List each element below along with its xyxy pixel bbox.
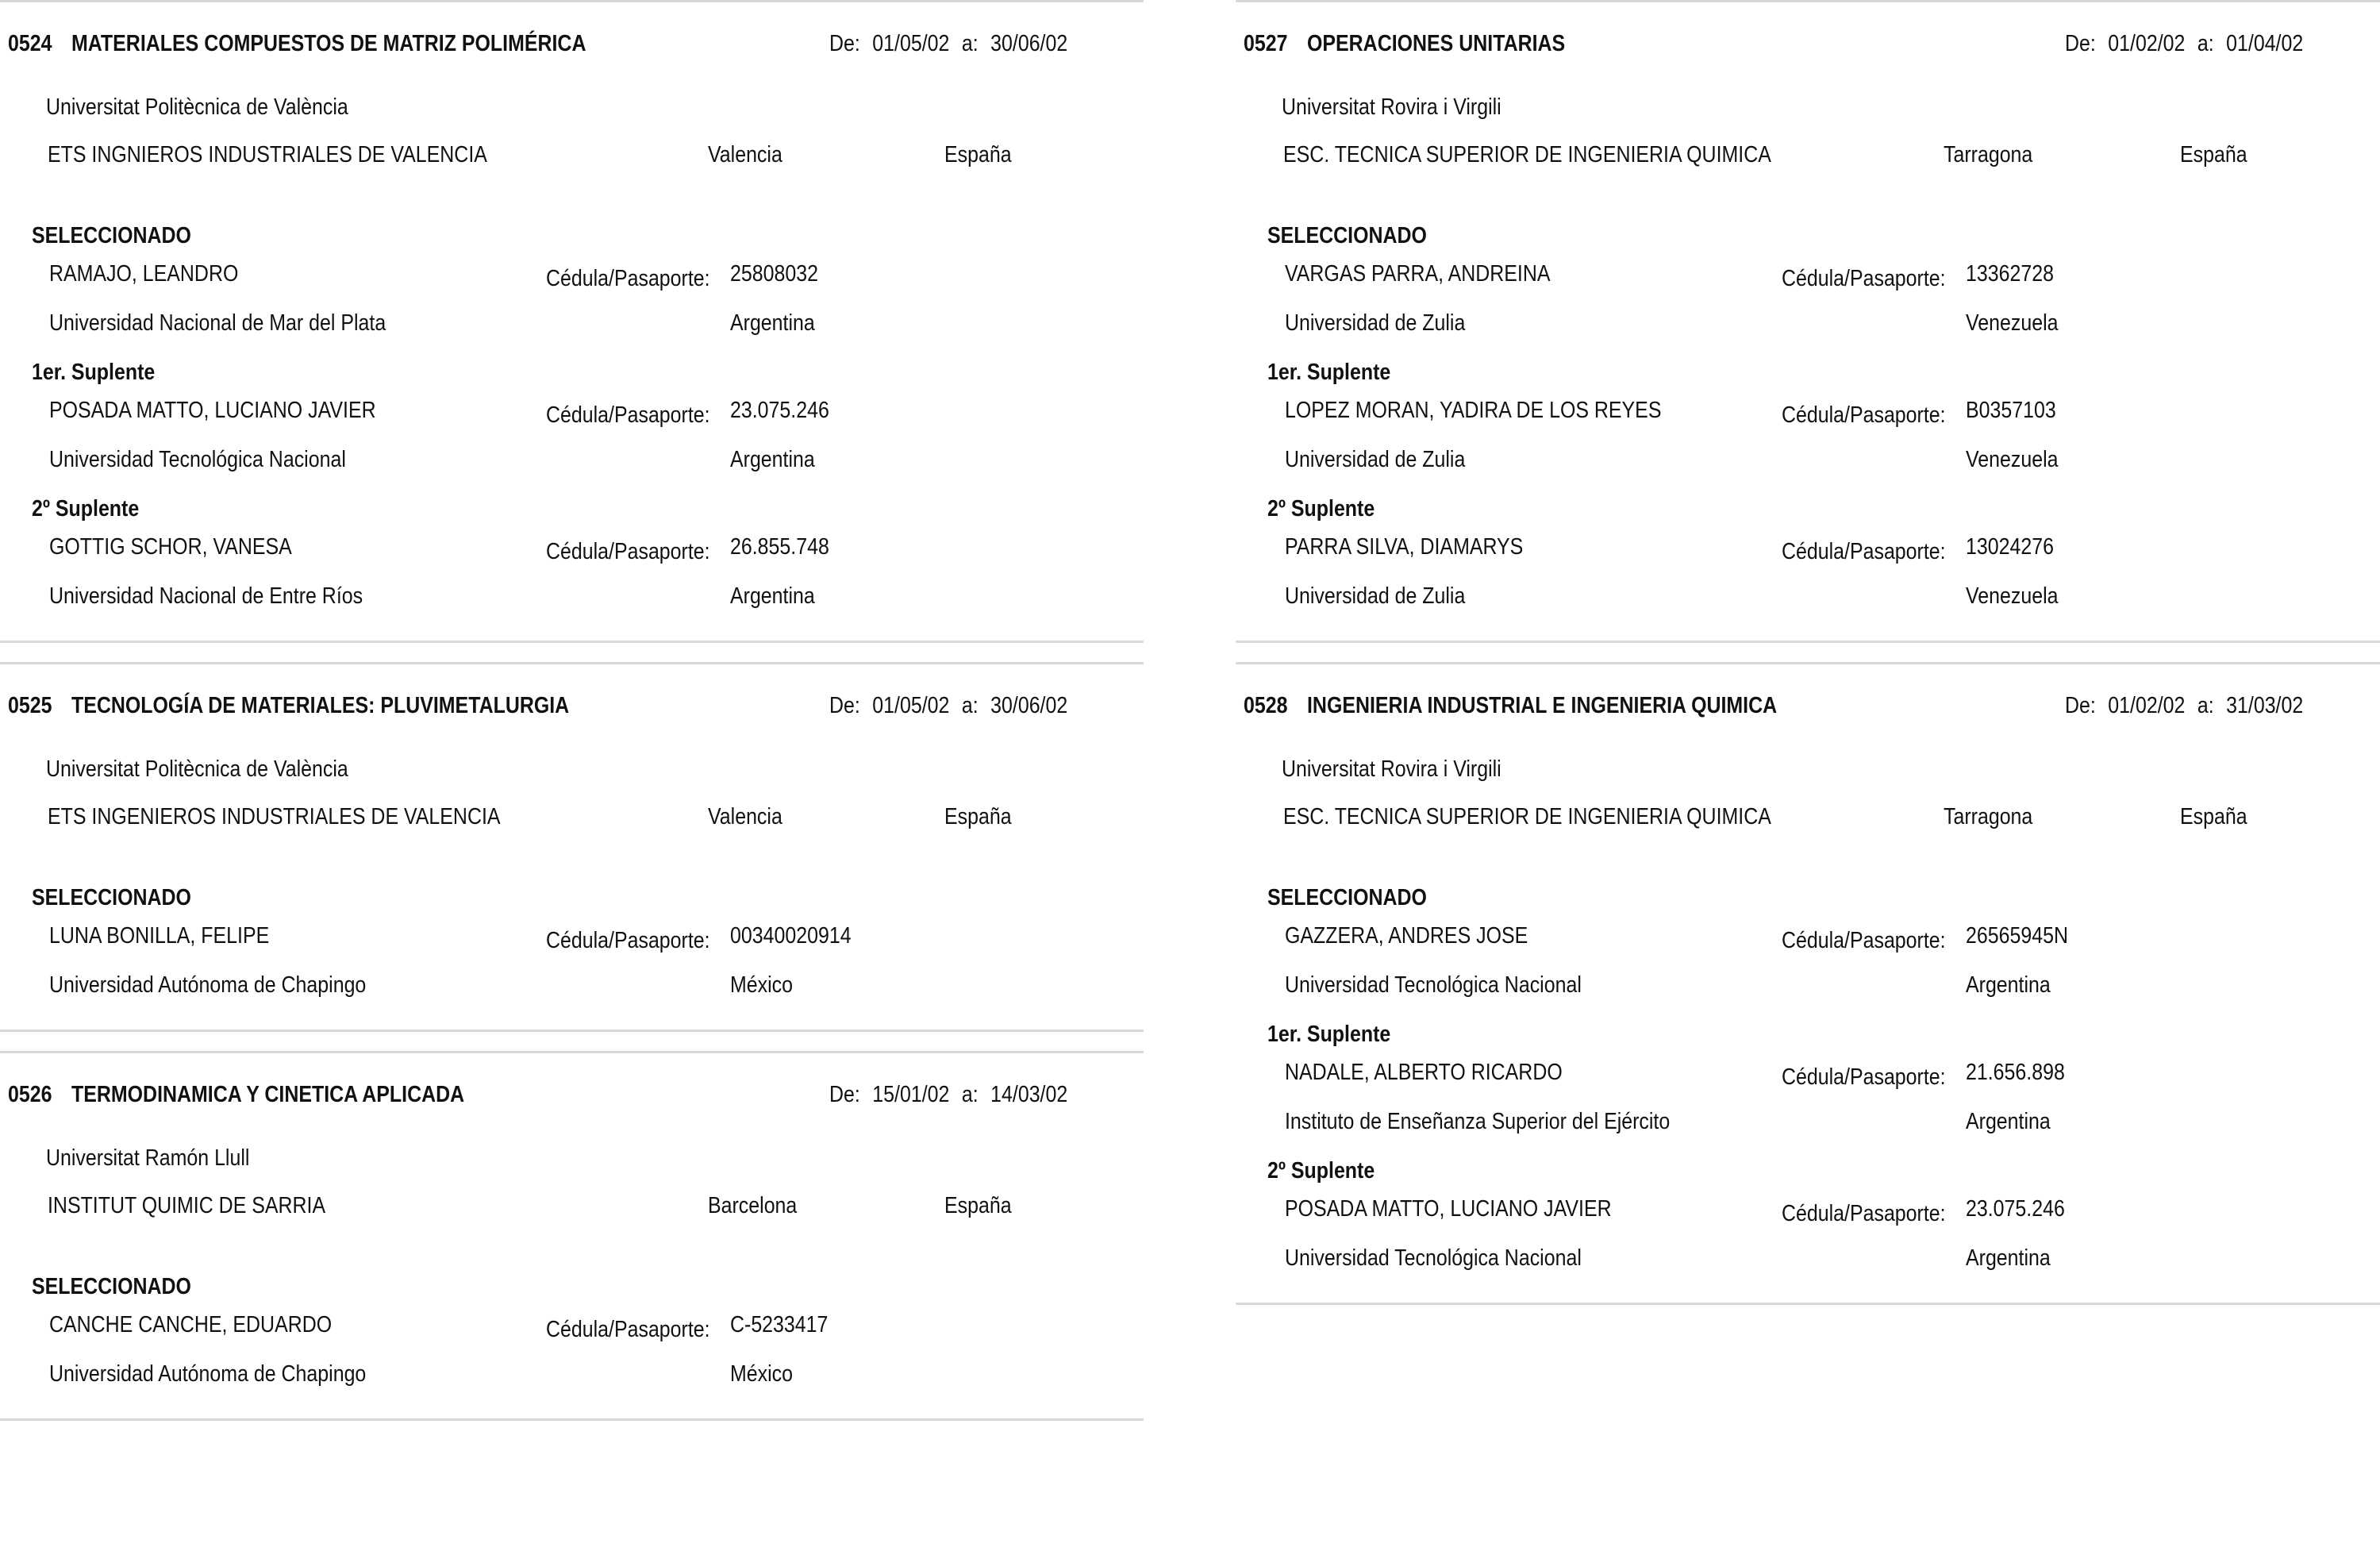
from-label: De: [829,693,860,718]
host-university: Universitat Ramón Llull [46,1145,250,1171]
candidate-university: Universidad de Zulia [1285,583,1466,609]
course-dates [829,31,1067,57]
role-label: SELECCIONADO [32,1274,191,1299]
host-school: ESC. TECNICA SUPERIOR DE INGENIERIA QUIMICA [1283,142,1771,167]
from-date: 01/02/02 [2108,31,2186,56]
host-university: Universitat Politècnica de València [46,94,348,120]
course-title: TERMODINAMICA Y CINETICA APLICADA [71,1082,465,1107]
to-date: 14/03/02 [990,1082,1068,1107]
candidate-id: 26565945N [1966,923,2068,949]
candidate-country: Argentina [730,447,815,472]
left-column [0,0,1144,1421]
candidate-line [0,1304,1144,1353]
role-heading [1236,348,2380,390]
host-school-line [0,1183,1144,1231]
host-school-line [0,795,1144,842]
candidate-university-line [0,1353,1144,1399]
candidate-university-line [1236,302,2380,348]
host-university-line [1236,85,2380,133]
candidate-name: CANCHE CANCHE, EDUARDO [49,1312,333,1337]
from-label: De: [829,1082,860,1107]
host-university-line [0,85,1144,133]
candidate-name: PARRA SILVA, DIAMARYS [1285,534,1524,560]
id-label: Cédula/Pasaporte: [1782,402,1946,428]
id-label: Cédula/Pasaporte: [546,1317,710,1342]
candidate-country: Venezuela [1966,310,2059,336]
candidate-name: LUNA BONILLA, FELIPE [49,923,270,949]
course-dates [829,1082,1067,1108]
host-university-line [1236,747,2380,795]
candidate-name: RAMAJO, LEANDRO [49,261,239,287]
course-block [0,662,1144,1032]
course-block [1236,662,2380,1305]
role-heading [1236,1147,2380,1188]
course-code: 0525 [8,693,52,718]
from-label: De: [2065,693,2096,718]
from-date: 01/05/02 [872,31,950,56]
candidate-university: Universidad Nacional de Entre Ríos [49,583,363,609]
host-country: España [944,804,1012,829]
candidate-name: GOTTIG SCHOR, VANESA [49,534,292,560]
candidate-line [1236,915,2380,964]
candidate-university-line [1236,1237,2380,1284]
id-label: Cédula/Pasaporte: [546,402,710,428]
candidate-university: Universidad Tecnológica Nacional [1285,1245,1582,1271]
role-label: 2º Suplente [32,496,140,521]
role-label: 1er. Suplente [1267,360,1391,385]
to-date: 30/06/02 [990,693,1068,718]
to-label: a: [961,31,979,56]
candidate-university-line [1236,575,2380,622]
course-code: 0526 [8,1082,52,1107]
course-title: TECNOLOGÍA DE MATERIALES: PLUVIMETALURGIA [71,693,570,718]
candidate-line [0,390,1144,439]
host-city: Valencia [708,142,782,167]
host-country: España [944,142,1012,167]
candidate-id: 13024276 [1966,534,2054,560]
candidate-university-line [0,439,1144,485]
candidate-university-line [1236,964,2380,1010]
host-school-line [0,133,1144,180]
role-label: 1er. Suplente [32,360,156,385]
role-label: SELECCIONADO [1267,223,1427,248]
host-university-line [0,747,1144,795]
candidate-name: NADALE, ALBERTO RICARDO [1285,1060,1563,1085]
id-label: Cédula/Pasaporte: [1782,1064,1946,1090]
candidate-university: Universidad Autónoma de Chapingo [49,1361,367,1387]
from-label: De: [829,31,860,56]
course-block [0,0,1144,643]
candidate-id: 21.656.898 [1966,1060,2065,1085]
course-dates [2065,693,2303,719]
id-label: Cédula/Pasaporte: [546,539,710,564]
id-label: Cédula/Pasaporte: [1782,1201,1946,1226]
candidate-name: GAZZERA, ANDRES JOSE [1285,923,1528,949]
role-heading [1236,212,2380,253]
candidate-country: Argentina [1966,1245,2051,1271]
course-code: 0524 [8,31,52,56]
host-school: ETS INGNIEROS INDUSTRIALES DE VALENCIA [48,142,487,167]
candidate-id: B0357103 [1966,398,2056,423]
candidate-id: 25808032 [730,261,818,287]
role-heading [1236,485,2380,526]
to-label: a: [2197,31,2214,56]
candidate-university: Universidad Nacional de Mar del Plata [49,310,386,336]
to-label: a: [961,693,979,718]
id-label: Cédula/Pasaporte: [1782,928,1946,953]
candidate-university: Universidad Tecnológica Nacional [49,447,346,472]
course-header [1236,664,2380,747]
candidate-university-line [0,302,1144,348]
candidate-university-line [1236,439,2380,485]
candidate-line [0,526,1144,575]
host-country: España [2180,142,2247,167]
host-school: ESC. TECNICA SUPERIOR DE INGENIERIA QUIMICA [1283,804,1771,829]
course-title: OPERACIONES UNITARIAS [1307,31,1566,56]
candidate-name: VARGAS PARRA, ANDREINA [1285,261,1551,287]
candidate-university: Universidad de Zulia [1285,447,1466,472]
candidate-id: 26.855.748 [730,534,829,560]
host-city: Tarragona [1944,804,2033,829]
candidate-country: Argentina [730,310,815,336]
candidate-line [1236,1052,2380,1101]
role-label: 2º Suplente [1267,496,1375,521]
role-label: SELECCIONADO [32,223,191,248]
host-school: INSTITUT QUIMIC DE SARRIA [48,1193,326,1218]
role-label: SELECCIONADO [1267,885,1427,910]
id-label: Cédula/Pasaporte: [1782,266,1946,291]
candidate-id: 23.075.246 [1966,1196,2065,1222]
right-column [1236,0,2380,1305]
from-date: 15/01/02 [872,1082,950,1107]
candidate-country: Argentina [730,583,815,609]
candidate-country: Venezuela [1966,583,2059,609]
course-header [0,664,1144,747]
course-title: MATERIALES COMPUESTOS DE MATRIZ POLIMÉRICA [71,31,586,56]
host-school-line [1236,133,2380,180]
to-label: a: [2197,693,2214,718]
candidate-university: Universidad Autónoma de Chapingo [49,972,367,998]
candidate-id: C-5233417 [730,1312,829,1337]
from-date: 01/05/02 [872,693,950,718]
host-city: Barcelona [708,1193,798,1218]
to-date: 01/04/02 [2226,31,2304,56]
role-heading [0,348,1144,390]
host-city: Tarragona [1944,142,2033,167]
id-label: Cédula/Pasaporte: [546,266,710,291]
role-label: 1er. Suplente [1267,1022,1391,1047]
course-code: 0527 [1244,31,1288,56]
course-block [1236,0,2380,643]
host-university-line [0,1136,1144,1183]
to-date: 30/06/02 [990,31,1068,56]
course-header [1236,2,2380,85]
candidate-line [0,915,1144,964]
host-school: ETS INGENIEROS INDUSTRIALES DE VALENCIA [48,804,501,829]
course-header [0,2,1144,85]
candidate-university-line [0,964,1144,1010]
candidate-country: Argentina [1966,1109,2051,1134]
host-school-line [1236,795,2380,842]
candidate-name: POSADA MATTO, LUCIANO JAVIER [49,398,376,423]
course-dates [829,693,1067,719]
role-label: SELECCIONADO [32,885,191,910]
candidate-country: Argentina [1966,972,2051,998]
from-date: 01/02/02 [2108,693,2186,718]
to-date: 31/03/02 [2226,693,2304,718]
role-label: 2º Suplente [1267,1158,1375,1183]
id-label: Cédula/Pasaporte: [546,928,710,953]
role-heading [0,1263,1144,1304]
candidate-name: LOPEZ MORAN, YADIRA DE LOS REYES [1285,398,1662,423]
course-dates [2065,31,2303,57]
candidate-line [1236,253,2380,302]
course-title: INGENIERIA INDUSTRIAL E INGENIERIA QUIMICA [1307,693,1778,718]
candidate-country: México [730,972,793,998]
host-university: Universitat Rovira i Virgili [1282,756,1501,782]
candidate-country: México [730,1361,793,1387]
candidate-id: 13362728 [1966,261,2054,287]
candidate-line [1236,526,2380,575]
course-block [0,1051,1144,1421]
candidate-university: Universidad de Zulia [1285,310,1466,336]
id-label: Cédula/Pasaporte: [1782,539,1946,564]
role-heading [1236,874,2380,915]
host-country: España [2180,804,2247,829]
role-heading [0,874,1144,915]
host-city: Valencia [708,804,782,829]
candidate-university: Instituto de Enseñanza Superior del Ejército [1285,1109,1671,1134]
candidate-line [1236,390,2380,439]
to-label: a: [961,1082,979,1107]
from-label: De: [2065,31,2096,56]
candidate-university: Universidad Tecnológica Nacional [1285,972,1582,998]
candidate-line [0,253,1144,302]
host-university: Universitat Politècnica de València [46,756,348,782]
role-heading [0,212,1144,253]
course-code: 0528 [1244,693,1288,718]
candidate-id: 23.075.246 [730,398,829,423]
role-heading [1236,1010,2380,1052]
role-heading [0,485,1144,526]
candidate-line [1236,1188,2380,1237]
host-university: Universitat Rovira i Virgili [1282,94,1501,120]
course-header [0,1053,1144,1136]
candidate-country: Venezuela [1966,447,2059,472]
candidate-id: 00340020914 [730,923,852,949]
candidate-university-line [1236,1101,2380,1147]
candidate-university-line [0,575,1144,622]
host-country: España [944,1193,1012,1218]
candidate-name: POSADA MATTO, LUCIANO JAVIER [1285,1196,1612,1222]
